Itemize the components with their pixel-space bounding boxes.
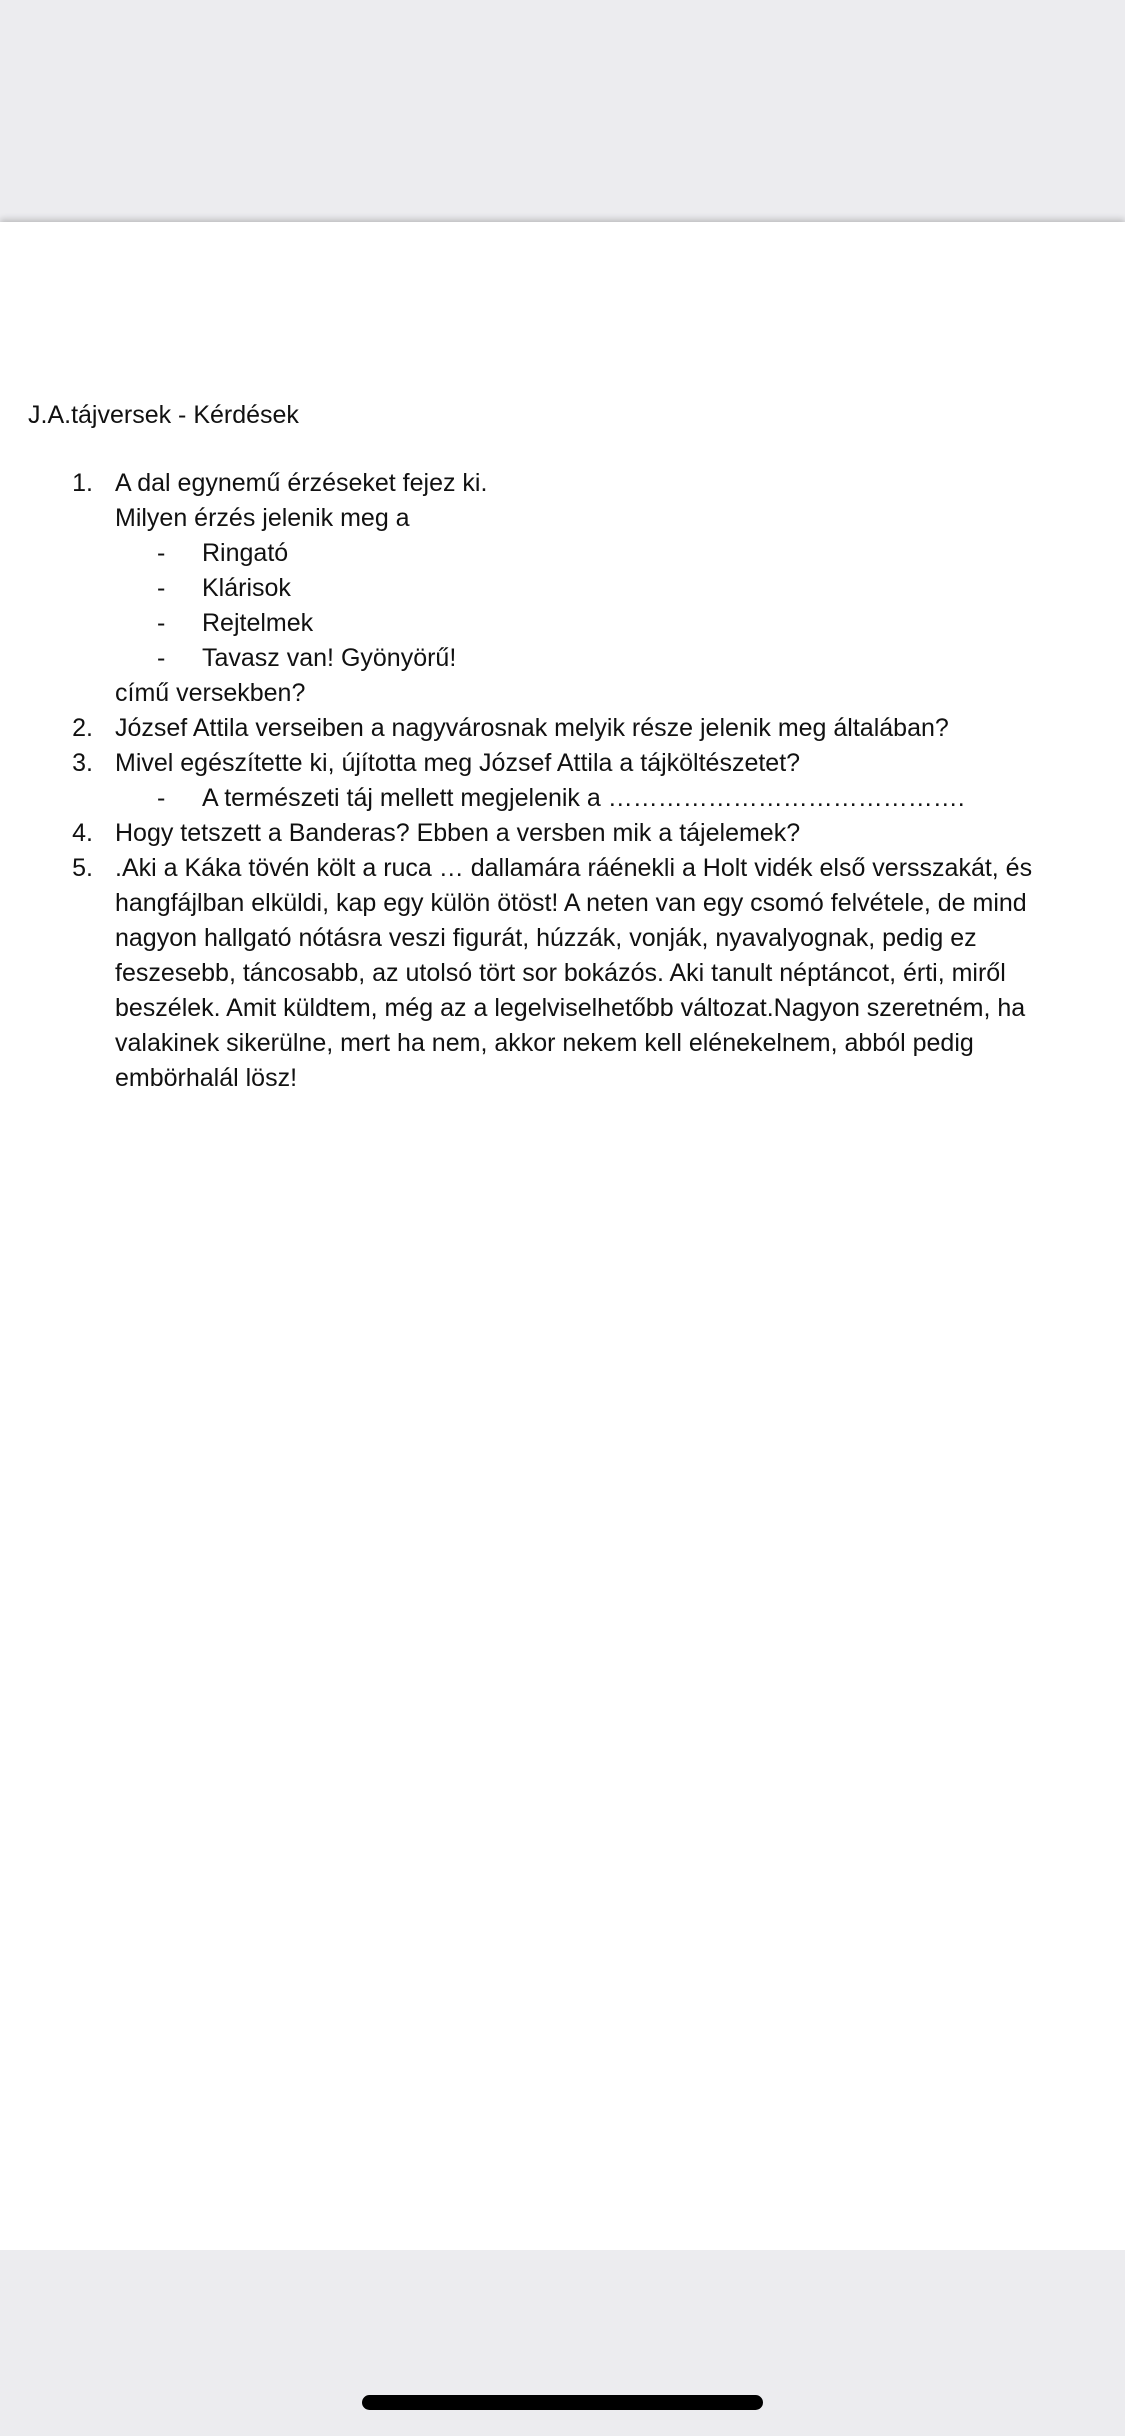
q1-line3: című versekben? [115, 679, 306, 707]
q5-line: nagyon hallgató nótásra veszi figurát, húzzák, vonják, nyavalyognak, pedig ez [115, 924, 977, 952]
q1-bullet-dash: - [157, 574, 166, 602]
home-indicator[interactable] [362, 2395, 763, 2410]
q5-line: valakinek sikerülne, mert ha nem, akkor nekem kell elénekelnem, abból pedig [115, 1029, 974, 1057]
q1-number: 1. [72, 469, 93, 497]
q5-line: feszesebb, táncosabb, az utolsó tört sor bokázós. Aki tanult néptáncot, érti, miről [115, 959, 1006, 987]
q1-bullet-dash: - [157, 609, 166, 637]
top-background [0, 0, 1125, 222]
q1-bullet-dash: - [157, 644, 166, 672]
q5-line: hangfájlban elküldi, kap egy külön ötöst! A neten van egy csomó felvétele, de mind [115, 889, 1027, 917]
q5-number: 5. [72, 854, 93, 882]
q2-text: József Attila verseiben a nagyvárosnak melyik része jelenik meg általában? [115, 714, 949, 742]
document-title: J.A.tájversek - Kérdések [28, 401, 299, 429]
q3-number: 3. [72, 749, 93, 777]
q4-text: Hogy tetszett a Banderas? Ebben a versben mik a tájelemek? [115, 819, 801, 847]
q3-bullet-text: A természeti táj mellett megjelenik a ……………………………………. [202, 784, 965, 812]
q2-number: 2. [72, 714, 93, 742]
q3-text: Mivel egészítette ki, újította meg József Attila a tájköltészetet? [115, 749, 801, 777]
q1-bullet-ringato: Ringató [202, 539, 289, 567]
q1-line1: A dal egynemű érzéseket fejez ki. [115, 469, 488, 497]
q3-bullet-dash: - [157, 784, 166, 812]
q1-bullet-dash: - [157, 539, 166, 567]
document-page[interactable] [0, 222, 1125, 2250]
q5-line: beszélek. Amit küldtem, még az a legelviselhetőbb változat.Nagyon szeretném, ha [115, 994, 1026, 1022]
q1-bullet-klarisok: Klárisok [202, 574, 291, 602]
q5-line: embörhalál lösz! [115, 1064, 298, 1092]
q5-line: .Aki a Káka tövén költ a ruca … dallamára ráénekli a Holt vidék első versszakát, és [115, 854, 1033, 882]
q1-bullet-tavasz: Tavasz van! Gyönyörű! [202, 644, 457, 672]
q1-line2: Milyen érzés jelenik meg a [115, 504, 410, 532]
q1-bullet-rejtelmek: Rejtelmek [202, 609, 314, 637]
q4-number: 4. [72, 819, 93, 847]
